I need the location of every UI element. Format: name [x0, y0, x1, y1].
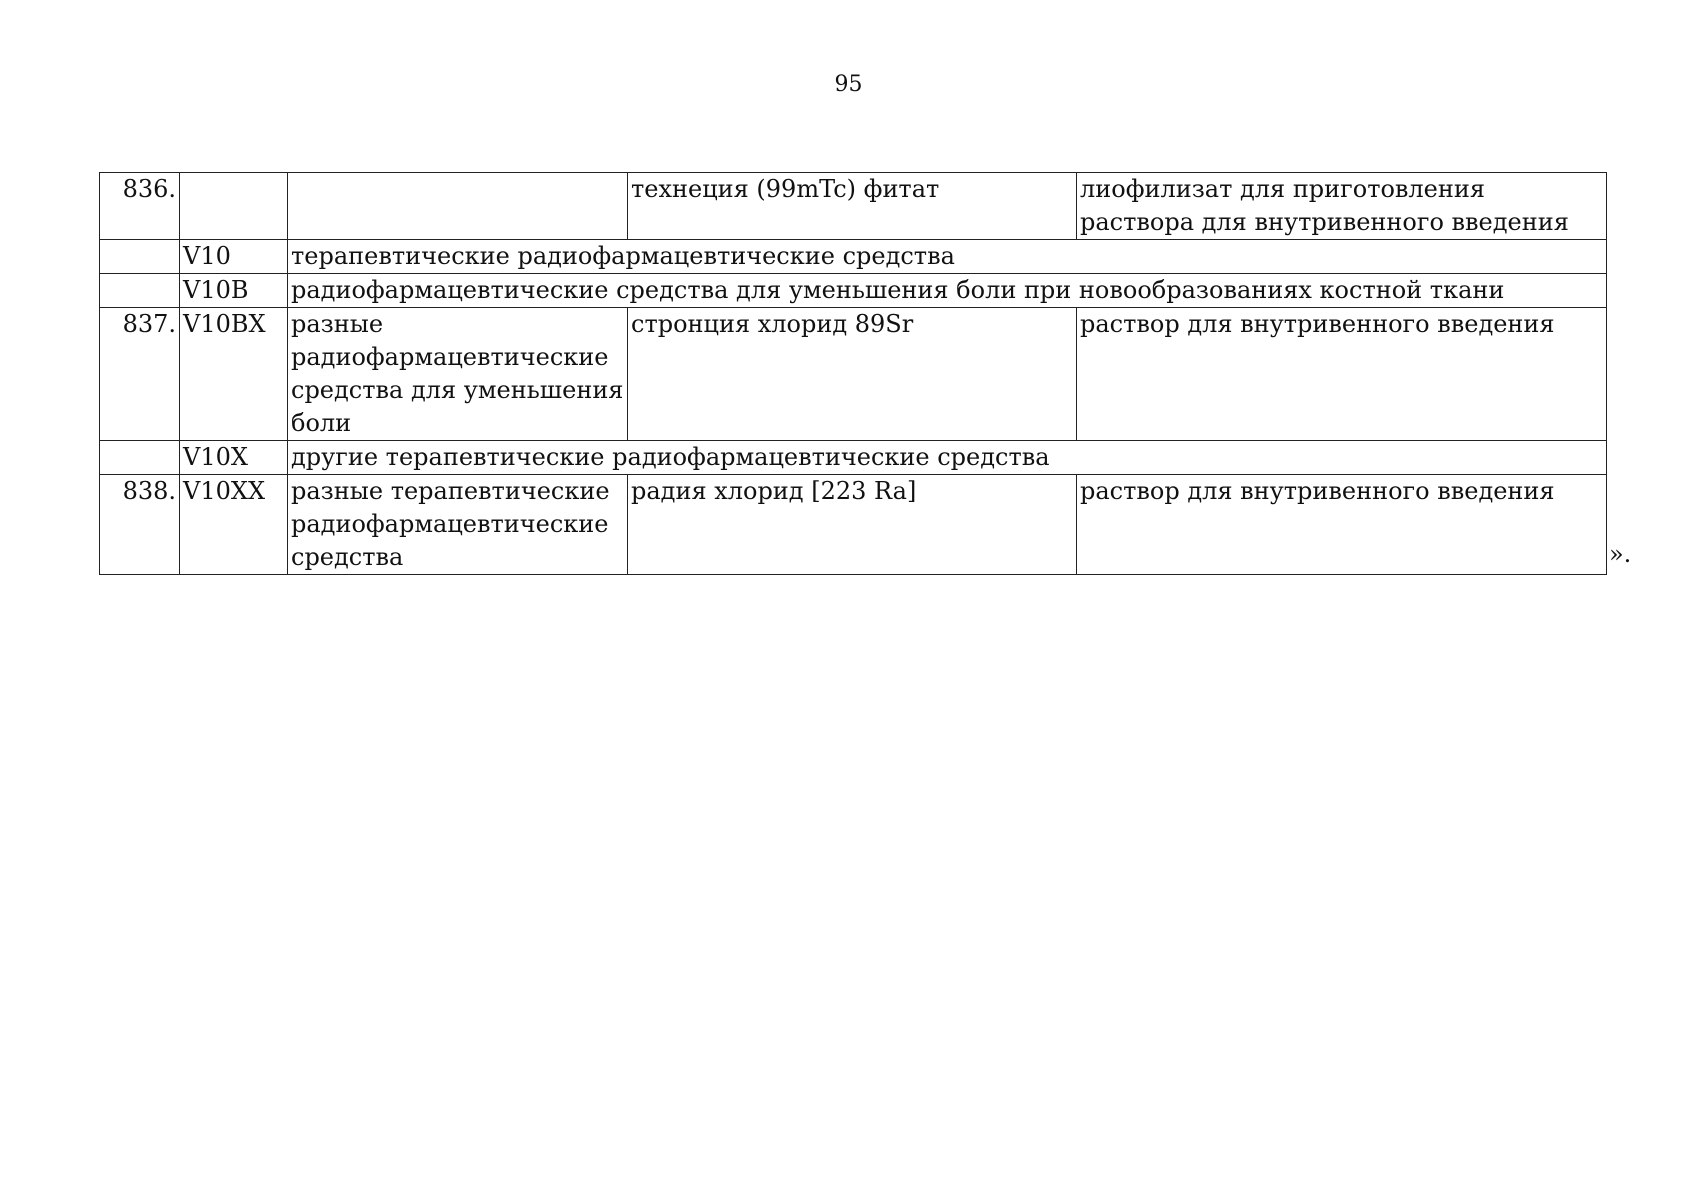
closing-quote-mark: ».	[1609, 540, 1632, 568]
drug-classification-table	[99, 172, 1607, 575]
dosage-form: лиофилизат для приготовления раствора для внутривенного введения	[1077, 173, 1607, 240]
drug-name: стронция хлорид 89Sr	[628, 308, 1077, 441]
group-name	[288, 173, 628, 240]
row-number: 836.	[100, 173, 180, 240]
row-number: 837.	[100, 308, 180, 441]
drug-name: технеция (99mTc) фитат	[628, 173, 1077, 240]
table-group-row	[100, 441, 1607, 475]
group-name: разные терапевтические радиофармацевтические средства	[288, 475, 628, 575]
group-title: радиофармацевтические средства для уменьшения боли при новообразованиях костной ткани	[288, 274, 1607, 308]
table-group-row	[100, 274, 1607, 308]
table-row	[100, 173, 1607, 240]
table-group-row	[100, 240, 1607, 274]
dosage-form: раствор для внутривенного введения	[1077, 475, 1607, 575]
row-number	[100, 240, 180, 274]
atc-code: V10B	[180, 274, 288, 308]
dosage-form: раствор для внутривенного введения	[1077, 308, 1607, 441]
drug-name: радия хлорид [223 Ra]	[628, 475, 1077, 575]
group-name: разные радиофармацевтические средства для уменьшения боли	[288, 308, 628, 441]
atc-code: V10BX	[180, 308, 288, 441]
group-title: другие терапевтические радиофармацевтические средства	[288, 441, 1607, 475]
row-number	[100, 274, 180, 308]
table-row	[100, 475, 1607, 575]
row-number: 838.	[100, 475, 180, 575]
group-title: терапевтические радиофармацевтические средства	[288, 240, 1607, 274]
atc-code: V10	[180, 240, 288, 274]
atc-code: V10X	[180, 441, 288, 475]
atc-code	[180, 173, 288, 240]
table-row	[100, 308, 1607, 441]
page-number: 95	[834, 72, 863, 97]
row-number	[100, 441, 180, 475]
atc-code: V10XX	[180, 475, 288, 575]
